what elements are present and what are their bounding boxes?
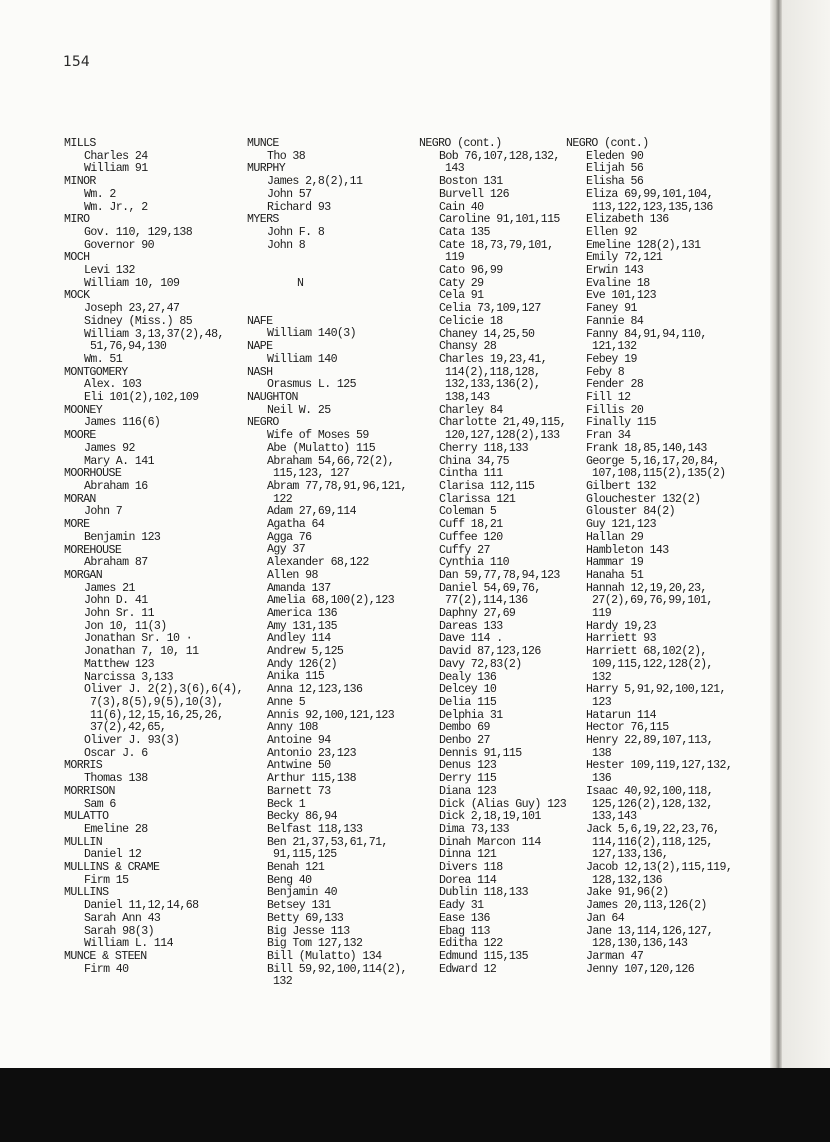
index-entry: Guy 121,123 <box>586 518 656 532</box>
index-entry: Eleden 90 <box>586 149 644 163</box>
index-entry: Cherry 118,133 <box>439 441 529 455</box>
index-entry: Allen 98 <box>267 568 318 582</box>
index-entry: Chansy 28 <box>439 340 497 354</box>
index-entry: Dan 59,77,78,94,123 <box>439 568 560 582</box>
index-heading: MOREHOUSE <box>64 543 122 557</box>
index-entry: 143 <box>445 162 465 176</box>
index-entry: 121,132 <box>592 340 637 354</box>
index-entry: Celia 73,109,127 <box>439 302 541 316</box>
index-entry: Abraham 16 <box>84 479 148 493</box>
index-entry: William 91 <box>84 162 148 176</box>
index-entry: Jonathan 7, 10, 11 <box>84 645 199 659</box>
index-heading: MUNCE & STEEN <box>64 950 147 963</box>
index-entry: Gilbert 132 <box>586 479 656 493</box>
index-entry: Cate 18,73,79,101, <box>439 238 554 252</box>
index-entry: Elisha 56 <box>586 175 644 189</box>
index-entry: Hector 76,115 <box>586 721 669 735</box>
index-entry: Benjamin 40 <box>267 886 337 900</box>
index-entry: Caty 29 <box>439 276 484 290</box>
index-entry: Eady 31 <box>439 899 484 913</box>
index-heading: MOORHOUSE <box>64 467 122 481</box>
index-entry: 27(2),69,76,99,101, <box>592 594 713 608</box>
index-heading: NAUGHTON <box>247 391 298 404</box>
index-entry: 127,133,136, <box>592 848 669 862</box>
index-entry: Glouster 84(2) <box>586 505 676 519</box>
index-entry: Mary A. 141 <box>84 454 154 468</box>
index-heading: MOORE <box>64 429 96 443</box>
index-entry: Dima 73,133 <box>439 822 509 836</box>
index-entry: Oliver J. 93(3) <box>84 734 180 748</box>
index-entry: Fillis 20 <box>586 403 644 417</box>
index-entry: Wm. 51 <box>84 352 123 366</box>
index-heading: MURPHY <box>247 162 286 176</box>
index-entry: James 2,8(2),11 <box>267 175 363 189</box>
index-entry: Emeline 28 <box>84 822 148 836</box>
index-entry: 120,127,128(2),133 <box>445 429 560 443</box>
index-entry: Ease 136 <box>439 911 490 925</box>
index-entry: Hardy 19,23 <box>586 619 656 633</box>
index-entry: Annis 92,100,121,123 <box>267 708 395 722</box>
index-entry: Cuffy 27 <box>439 543 490 557</box>
index-heading: MOCH <box>64 251 90 265</box>
index-entry: Daniel 11,12,14,68 <box>84 899 199 913</box>
index-entry: Betsey 131 <box>267 899 331 913</box>
index-entry: Harriett 68,102(2), <box>586 645 707 659</box>
index-entry: Finally 115 <box>586 416 656 430</box>
index-entry: Wm. Jr., 2 <box>84 200 148 214</box>
spacer <box>247 265 422 278</box>
index-entry: David 87,123,126 <box>439 645 541 659</box>
index-heading: MORRIS <box>64 759 103 773</box>
index-entry: Hannah 12,19,20,23, <box>586 581 707 595</box>
spacer <box>247 290 422 303</box>
index-entry: Boston 131 <box>439 175 503 189</box>
index-heading: NEGRO (cont.) <box>566 137 649 150</box>
index-entry: 128,132,136 <box>592 873 662 887</box>
index-entry: 138 <box>592 746 612 760</box>
index-entry: Erwin 143 <box>586 264 644 278</box>
index-entry: Benjamin 123 <box>84 530 161 544</box>
index-heading: NASH <box>247 365 273 379</box>
index-entry: Alexander 68,122 <box>267 556 369 570</box>
index-entry: William 3,13,37(2),48, <box>84 327 224 341</box>
index-entry: Fran 34 <box>586 429 631 443</box>
index-entry: Caroline 91,101,115 <box>439 213 560 227</box>
index-entry: Anny 108 <box>267 721 318 735</box>
index-entry: Edmund 115,135 <box>439 950 529 963</box>
index-entry: 37(2),42,65, <box>90 721 167 735</box>
index-entry: 91,115,125 <box>273 848 337 862</box>
index-entry: Delcey 10 <box>439 683 497 697</box>
index-entry: Becky 86,94 <box>267 810 337 824</box>
index-entry: John F. 8 <box>267 225 325 239</box>
index-entry: Jack 5,6,19,22,23,76, <box>586 822 720 836</box>
index-entry: Delphia 31 <box>439 708 503 722</box>
section-letter: N <box>297 276 304 290</box>
index-entry: Ellen 92 <box>586 225 637 239</box>
index-entry: Fill 12 <box>586 391 631 405</box>
index-heading: MONTGOMERY <box>64 365 128 379</box>
index-heading: MULATTO <box>64 810 109 824</box>
index-heading: MORRISON <box>64 784 115 798</box>
scan-bottom-border <box>0 1068 830 1142</box>
index-entry: Abram 77,78,91,96,121, <box>267 479 407 493</box>
index-entry: Denus 123 <box>439 759 497 773</box>
index-entry: 51,76,94,130 <box>90 340 167 354</box>
index-entry: Big Jesse 113 <box>267 924 350 938</box>
index-entry: Isaac 40,92,100,118, <box>586 784 714 798</box>
index-entry: Faney 91 <box>586 302 637 316</box>
index-entry: Abe (Mulatto) 115 <box>267 441 376 455</box>
index-entry: Dorea 114 <box>439 873 497 887</box>
index-entry: Dinah Marcon 114 <box>439 835 541 849</box>
index-entry: Andley 114 <box>267 632 331 646</box>
index-entry: Harry 5,91,92,100,121, <box>586 683 726 697</box>
index-entry: Daniel 12 <box>84 848 142 862</box>
index-entry: Ebag 113 <box>439 924 490 938</box>
index-entry: Dick (Alias Guy) 123 <box>439 797 567 811</box>
index-entry: Jan 64 <box>586 911 625 925</box>
index-entry: Charles 24 <box>84 149 148 163</box>
index-entry: Clarissa 121 <box>439 492 516 506</box>
index-entry: 122 <box>273 492 293 506</box>
index-entry: 77(2),114,136 <box>445 594 528 608</box>
index-entry: Wm. 2 <box>84 187 116 201</box>
index-heading: MILLS <box>64 137 96 150</box>
index-entry: William L. 114 <box>84 937 174 951</box>
index-entry: William 140 <box>267 352 337 366</box>
index-entry: Cynthia 110 <box>439 556 509 570</box>
index-entry: Delia 115 <box>439 695 497 709</box>
index-entry: Narcissa 3,133 <box>84 670 174 684</box>
index-entry: Burvell 126 <box>439 187 509 201</box>
index-entry: Glouchester 132(2) <box>586 492 701 506</box>
index-entry: Big Tom 127,132 <box>267 937 363 951</box>
index-entry: Dinna 121 <box>439 848 497 862</box>
index-entry: Antwine 50 <box>267 759 331 773</box>
index-entry: Abraham 87 <box>84 556 148 570</box>
index-heading: MORE <box>64 518 90 532</box>
index-entry: Emily 72,121 <box>586 251 663 265</box>
index-entry: Alex. 103 <box>84 378 142 392</box>
index-entry: Cata 135 <box>439 225 490 239</box>
index-entry: 115,123, 127 <box>273 467 350 481</box>
index-column-1 <box>64 137 243 976</box>
index-entry: 132 <box>273 975 293 989</box>
index-entry: Harriett 93 <box>586 632 656 646</box>
index-entry: Arthur 115,138 <box>267 772 357 786</box>
index-entry: Dembo 69 <box>439 721 490 735</box>
index-entry: Antonio 23,123 <box>267 746 357 760</box>
index-entry: Jonathan Sr. 10 · <box>84 632 193 646</box>
index-entry: Jenny 107,120,126 <box>586 962 695 976</box>
index-entry: Beng 40 <box>267 873 312 887</box>
index-entry: Hatarun 114 <box>586 708 656 722</box>
index-entry: Bill (Mulatto) 134 <box>267 949 382 963</box>
index-heading: MIRO <box>64 213 90 227</box>
index-entry: Betty 69,133 <box>267 911 344 925</box>
index-entry: Adam 27,69,114 <box>267 505 357 519</box>
index-entry: Abraham 54,66,72(2), <box>267 454 395 468</box>
index-entry: Dennis 91,115 <box>439 746 522 760</box>
index-heading: MORGAN <box>64 568 103 582</box>
index-entry: Amelia 68,100(2),123 <box>267 594 395 608</box>
index-entry: Elijah 56 <box>586 162 644 176</box>
index-entry: Ben 21,37,53,61,71, <box>267 835 388 849</box>
index-entry: Sidney (Miss.) 85 <box>84 314 193 328</box>
index-entry: Benah 121 <box>267 861 325 875</box>
index-entry: 7(3),8(5),9(5),10(3), <box>90 695 224 709</box>
index-entry: George 5,16,17,20,84, <box>586 454 720 468</box>
index-entry: Anna 12,123,136 <box>267 683 363 697</box>
index-entry: Emeline 128(2),131 <box>586 238 701 252</box>
index-entry: Charles 19,23,41, <box>439 352 548 366</box>
index-entry: Cela 91 <box>439 289 484 303</box>
index-entry: 119 <box>445 251 465 265</box>
index-entry: 119 <box>592 607 612 621</box>
index-entry: Daphny 27,69 <box>439 607 516 621</box>
index-entry: 11(6),12,15,16,25,26, <box>90 708 224 722</box>
index-entry: 123 <box>592 695 612 709</box>
index-entry: Feby 8 <box>586 365 625 379</box>
index-entry: Andy 126(2) <box>267 657 337 671</box>
index-entry: Jarman 47 <box>586 950 644 963</box>
index-heading: NEGRO <box>247 416 279 430</box>
index-entry: Eve 101,123 <box>586 289 656 303</box>
index-entry: Hammar 19 <box>586 556 644 570</box>
index-entry: Bob 76,107,128,132, <box>439 149 560 163</box>
index-entry: Celicie 18 <box>439 314 503 328</box>
index-entry: James 21 <box>84 581 135 595</box>
index-entry: Daniel 54,69,76, <box>439 581 541 595</box>
index-entry: Andrew 5,125 <box>267 645 344 659</box>
index-entry: Tho 38 <box>267 149 306 163</box>
index-entry: 136 <box>592 772 612 786</box>
index-entry: Agga 76 <box>267 530 312 544</box>
index-entry: Dave 114 . <box>439 632 503 646</box>
index-entry: John 8 <box>267 238 306 252</box>
index-entry: John D. 41 <box>84 594 148 608</box>
index-entry: Edward 12 <box>439 962 497 976</box>
index-entry: Belfast 118,133 <box>267 822 363 836</box>
index-heading: MUNCE <box>247 137 279 150</box>
index-entry: Eliza 69,99,101,104, <box>586 187 714 201</box>
index-entry: 114(2),118,128, <box>445 365 541 379</box>
index-entry: Charlotte 21,49,115, <box>439 416 567 430</box>
index-entry: 125,126(2),128,132, <box>592 797 713 811</box>
index-entry: Derry 115 <box>439 772 497 786</box>
index-entry: 107,108,115(2),135(2) <box>592 467 726 481</box>
index-entry: Governor 90 <box>84 238 154 252</box>
index-entry: Orasmus L. 125 <box>267 378 357 392</box>
index-entry: Diana 123 <box>439 784 497 798</box>
index-heading: NAPE <box>247 340 273 354</box>
index-entry: Sam 6 <box>84 797 116 811</box>
index-heading: MINOR <box>64 175 96 189</box>
index-entry: Barnett 73 <box>267 784 331 798</box>
index-entry: Frank 18,85,140,143 <box>586 441 707 455</box>
index-column-4 <box>566 138 766 976</box>
index-entry: Richard 93 <box>267 200 331 214</box>
index-entry: Jacob 12,13(2),115,119, <box>586 861 733 875</box>
index-entry: 128,130,136,143 <box>592 937 688 951</box>
index-entry: James 92 <box>84 441 135 455</box>
index-entry: Hester 109,119,127,132, <box>586 759 733 773</box>
index-heading: MULLINS <box>64 886 109 900</box>
index-entry: Matthew 123 <box>84 657 154 671</box>
index-entry: Hanaha 51 <box>586 568 644 582</box>
index-entry: Firm 40 <box>84 962 129 976</box>
index-entry: John 7 <box>84 505 123 519</box>
index-entry: Fannie 84 <box>586 314 644 328</box>
index-entry: Eli 101(2),102,109 <box>84 391 199 405</box>
index-entry: John Sr. 11 <box>84 607 154 621</box>
index-entry: Davy 72,83(2) <box>439 657 522 671</box>
index-entry: Jon 10, 11(3) <box>84 619 167 633</box>
index-entry: Firm 15 <box>84 873 129 887</box>
index-entry: John 57 <box>267 187 312 201</box>
index-heading: MOONEY <box>64 403 103 417</box>
index-entry: James 116(6) <box>84 416 161 430</box>
index-entry: 133,143 <box>592 810 637 824</box>
index-entry: Sarah Ann 43 <box>84 911 161 925</box>
index-entry: Jake 91,96(2) <box>586 886 669 900</box>
index-entry: Elizabeth 136 <box>586 213 669 227</box>
index-entry: Cain 40 <box>439 200 484 214</box>
index-entry: Joseph 23,27,47 <box>84 302 180 316</box>
index-heading: NAFE <box>247 314 273 328</box>
index-entry: Levi 132 <box>84 264 135 278</box>
index-entry: Agy 37 <box>267 543 306 557</box>
book-spine-shadow <box>770 0 782 1070</box>
index-entry: Hallan 29 <box>586 530 644 544</box>
index-heading: MULLINS & CRAME <box>64 861 160 875</box>
index-entry: Cintha 111 <box>439 467 503 481</box>
index-entry: William 140(3) <box>267 327 357 341</box>
index-heading: MYERS <box>247 213 279 227</box>
index-entry: 113,122,123,135,136 <box>592 200 713 214</box>
index-entry: Cuffee 120 <box>439 530 503 544</box>
index-entry: Henry 22,89,107,113, <box>586 734 714 748</box>
index-entry: Wife of Moses 59 <box>267 429 369 443</box>
index-entry: Clarisa 112,115 <box>439 479 535 493</box>
index-heading: MULLIN <box>64 835 103 849</box>
index-entry: Cuff 18,21 <box>439 518 503 532</box>
index-entry: William 10, 109 <box>84 276 180 290</box>
index-entry: Evaline 18 <box>586 276 650 290</box>
index-entry: Editha 122 <box>439 937 503 951</box>
index-entry: Beck 1 <box>267 797 306 811</box>
index-column-2 <box>247 138 422 989</box>
index-entry: Oscar J. 6 <box>84 746 148 760</box>
index-entry: Jane 13,114,126,127, <box>586 924 714 938</box>
index-entry: Sarah 98(3) <box>84 924 154 938</box>
index-entry: Dealy 136 <box>439 670 497 684</box>
spacer <box>247 303 422 316</box>
facing-page-edge <box>782 0 830 1070</box>
index-entry: Thomas 138 <box>84 772 148 786</box>
index-entry: Antoine 94 <box>267 733 331 747</box>
index-heading: MORAN <box>64 492 96 506</box>
index-entry: Anne 5 <box>267 695 306 709</box>
index-entry: James 20,113,126(2) <box>586 899 707 913</box>
spacer <box>247 252 422 265</box>
index-entry: Amanda 137 <box>267 581 331 595</box>
index-entry: Neil W. 25 <box>267 403 331 417</box>
index-entry: Oliver J. 2(2),3(6),6(4), <box>84 683 243 697</box>
index-entry: 114,116(2),118,125, <box>592 835 713 849</box>
index-entry: China 34,75 <box>439 454 509 468</box>
index-entry: Charley 84 <box>439 403 503 417</box>
index-entry: 132 <box>592 670 612 684</box>
index-heading: MOCK <box>64 289 90 303</box>
index-entry: Coleman 5 <box>439 505 497 519</box>
index-entry: Chaney 14,25,50 <box>439 327 535 341</box>
index-entry: Divers 118 <box>439 861 503 875</box>
index-entry: Agatha 64 <box>267 518 325 532</box>
index-heading: NEGRO (cont.) <box>419 137 502 150</box>
index-entry: America 136 <box>267 606 337 620</box>
index-entry: Cato 96,99 <box>439 264 503 278</box>
index-entry: Denbo 27 <box>439 734 490 748</box>
index-entry: 132,133,136(2), <box>445 378 541 392</box>
index-entry: Anika 115 <box>267 670 325 684</box>
index-entry: Gov. 110, 129,138 <box>84 225 193 239</box>
index-entry: Febey 19 <box>586 352 637 366</box>
index-entry: Dick 2,18,19,101 <box>439 810 541 824</box>
index-entry: Bill 59,92,100,114(2), <box>267 962 407 976</box>
index-entry: Hambleton 143 <box>586 543 669 557</box>
index-entry: Dareas 133 <box>439 619 503 633</box>
index-entry: 138,143 <box>445 391 490 405</box>
index-entry: Amy 131,135 <box>267 619 337 633</box>
index-entry: Fender 28 <box>586 378 644 392</box>
index-entry: Fanny 84,91,94,110, <box>586 327 707 341</box>
index-entry: 109,115,122,128(2), <box>592 657 713 671</box>
index-entry: Dublin 118,133 <box>439 886 529 900</box>
page-number: 154 <box>63 54 90 70</box>
